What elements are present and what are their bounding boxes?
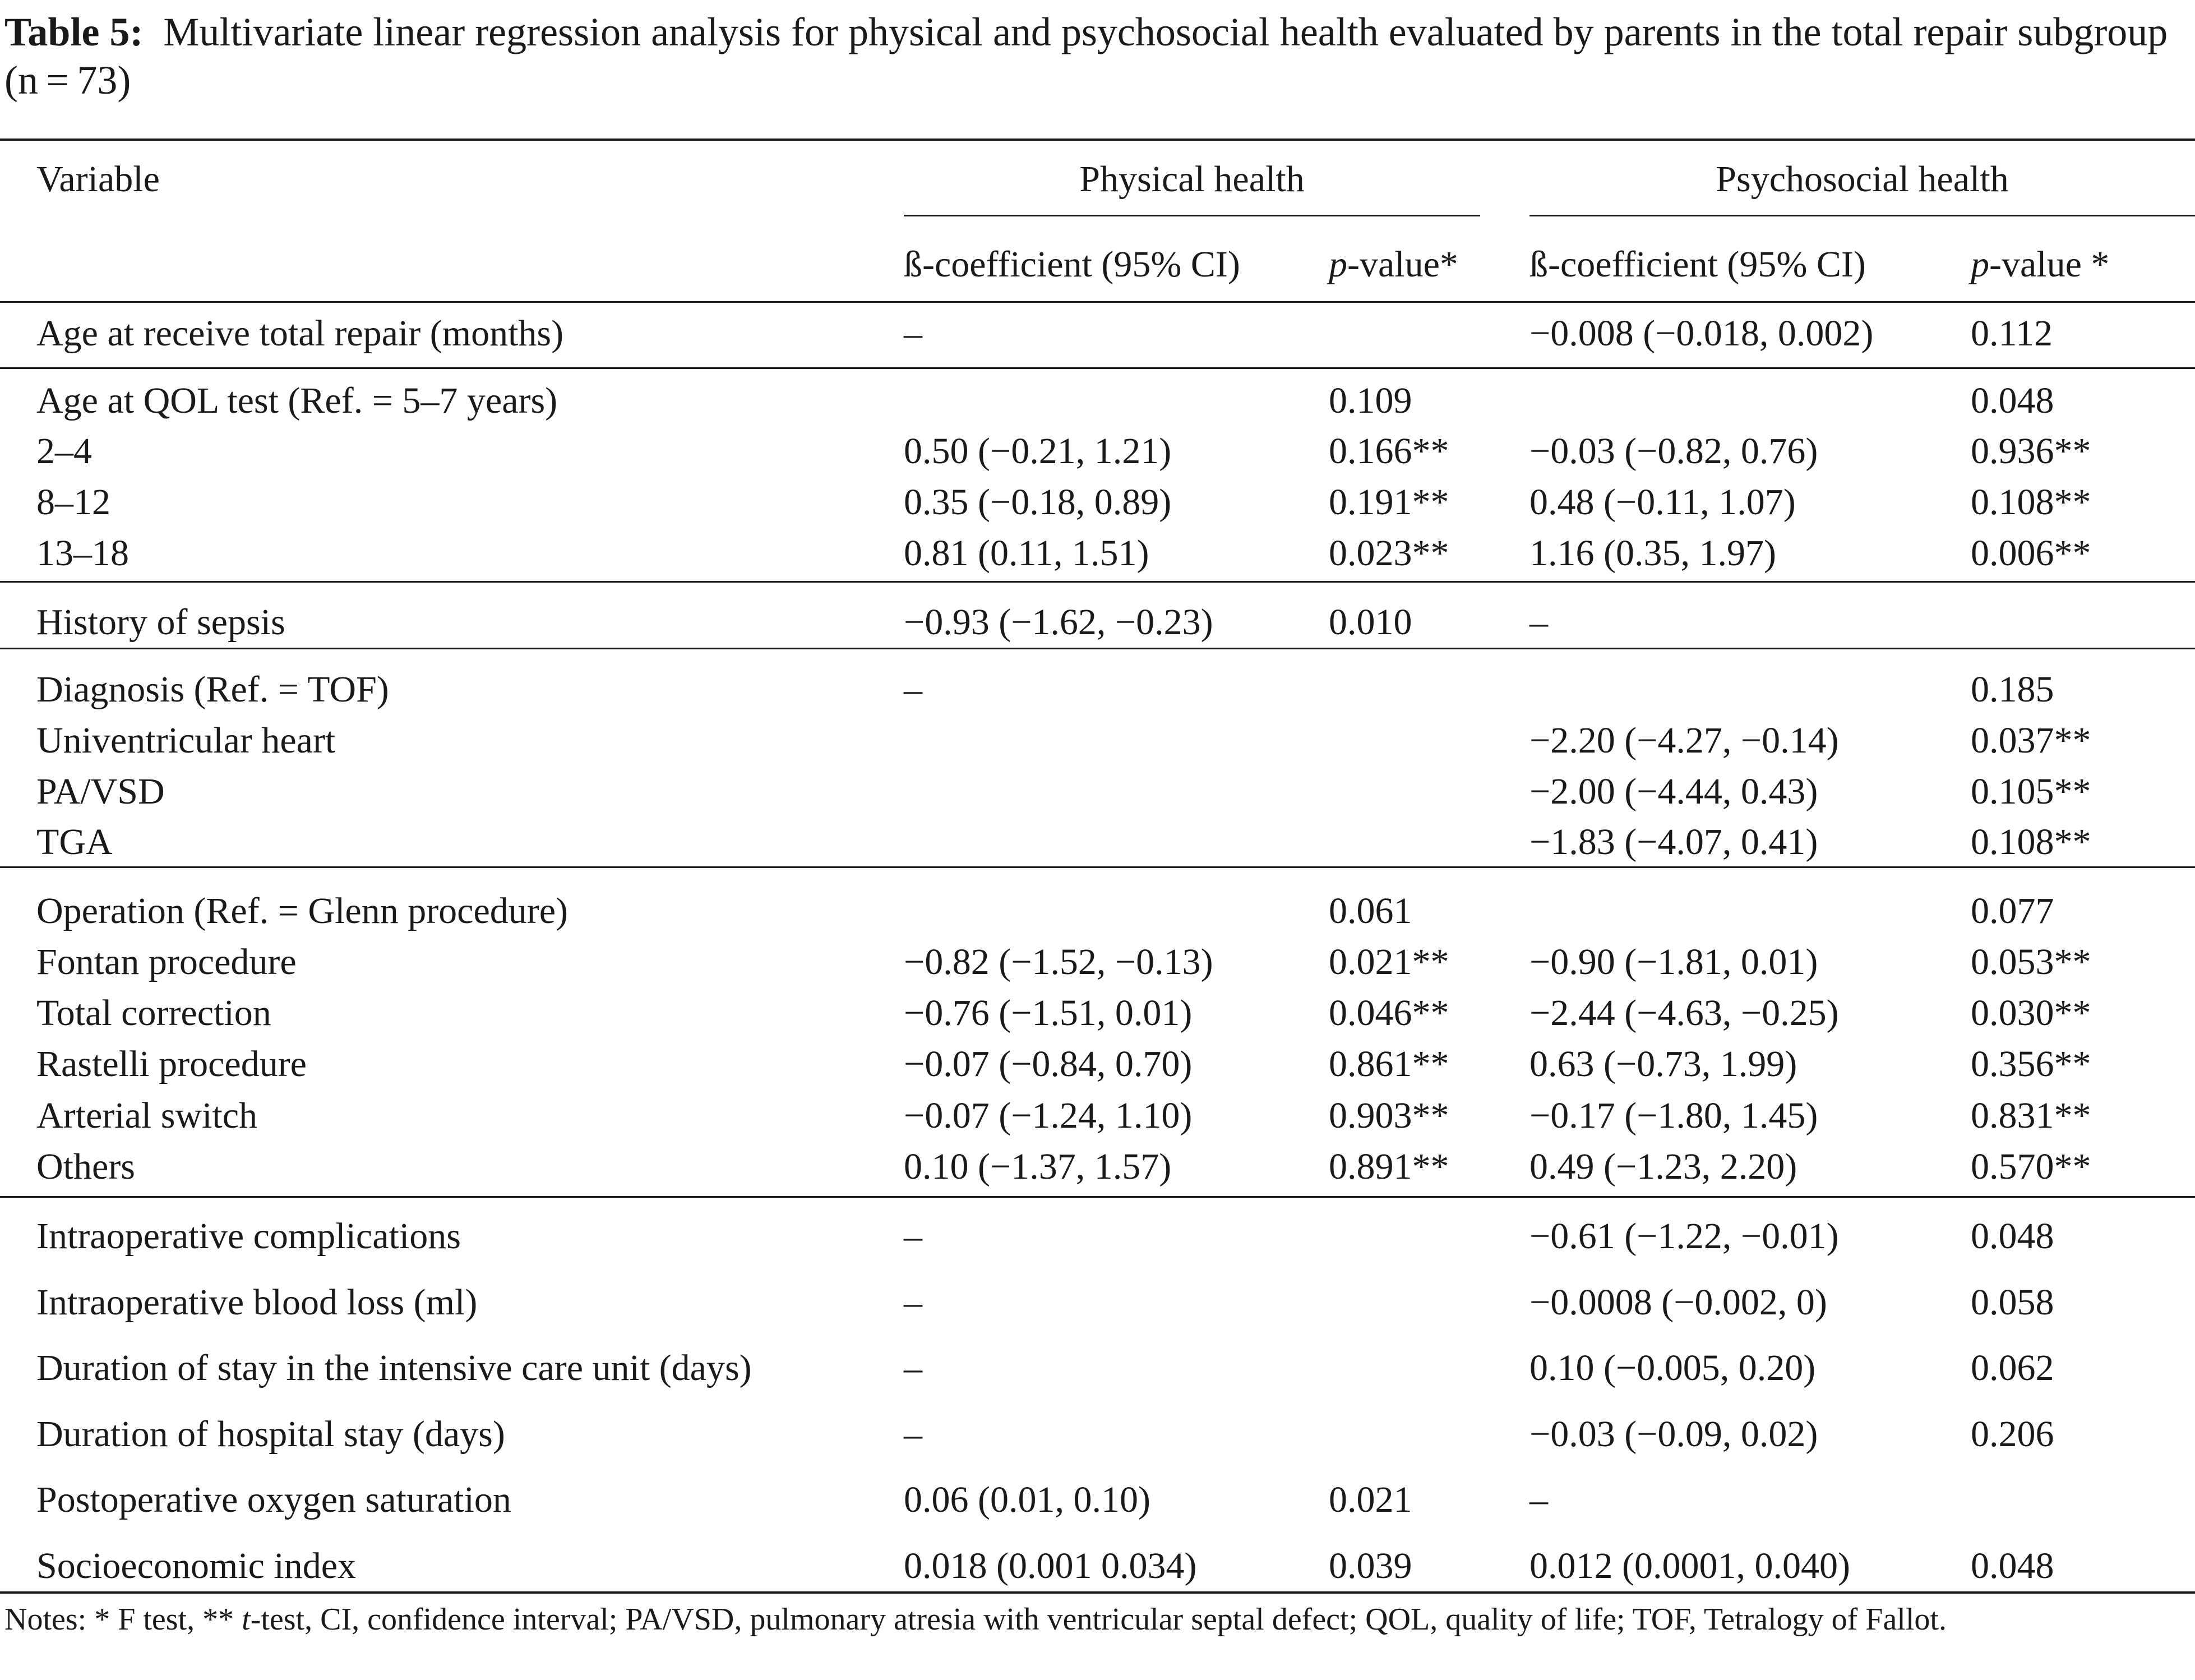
psychosocial-beta: −0.61 (−1.22, −0.01) xyxy=(1529,1216,1839,1257)
row-variable: Operation (Ref. = Glenn procedure) xyxy=(36,890,569,931)
notes-t-italic: t xyxy=(242,1602,251,1637)
p-italic: p xyxy=(1329,244,1347,285)
psychosocial-beta-header: ß-coefficient (95% CI) xyxy=(1529,244,1866,285)
psychosocial-beta: – xyxy=(1529,1479,1548,1520)
psychosocial-group-underline xyxy=(1529,215,2195,216)
physical-pvalue: 0.191** xyxy=(1329,482,1449,523)
section-rule-4 xyxy=(0,866,2195,868)
physical-beta: 0.35 (−0.18, 0.89) xyxy=(904,482,1172,523)
psychosocial-pvalue: 0.048 xyxy=(1971,1216,2054,1257)
psychosocial-pvalue: 0.062 xyxy=(1971,1347,2054,1388)
physical-group-underline xyxy=(904,215,1480,216)
row-variable: Intraoperative blood loss (ml) xyxy=(36,1282,478,1323)
psychosocial-pvalue: 0.105** xyxy=(1971,771,2091,812)
psychosocial-beta: −0.03 (−0.09, 0.02) xyxy=(1529,1414,1818,1455)
table-caption xyxy=(4,8,2188,104)
psychosocial-beta: −2.00 (−4.44, 0.43) xyxy=(1529,771,1818,812)
psychosocial-pvalue: 0.831** xyxy=(1971,1095,2091,1136)
psychosocial-beta: 1.16 (0.35, 1.97) xyxy=(1529,533,1776,574)
row-variable: Postoperative oxygen saturation xyxy=(36,1479,511,1520)
physical-beta-header: ß-coefficient (95% CI) xyxy=(904,244,1240,285)
row-variable: Duration of stay in the intensive care unit (days) xyxy=(36,1347,752,1388)
row-variable: Total correction xyxy=(36,993,271,1033)
physical-pvalue: 0.903** xyxy=(1329,1095,1449,1136)
physical-beta: −0.93 (−1.62, −0.23) xyxy=(904,602,1213,643)
physical-beta: 0.06 (0.01, 0.10) xyxy=(904,1479,1150,1520)
row-variable: PA/VSD xyxy=(36,771,165,812)
bottom-rule xyxy=(0,1591,2195,1594)
p-suffix: -value* xyxy=(1347,244,1458,285)
physical-pvalue: 0.109 xyxy=(1329,380,1412,421)
row-variable: Arterial switch xyxy=(36,1095,258,1136)
physical-beta: −0.76 (−1.51, 0.01) xyxy=(904,993,1193,1033)
row-variable: Univentricular heart xyxy=(36,720,336,761)
row-variable: 2–4 xyxy=(36,431,92,472)
row-variable: Intraoperative complications xyxy=(36,1216,461,1257)
psychosocial-beta: – xyxy=(1529,602,1548,643)
psychosocial-beta: −0.90 (−1.81, 0.01) xyxy=(1529,941,1818,982)
psychosocial-beta: −0.03 (−0.82, 0.76) xyxy=(1529,431,1818,472)
header-rule xyxy=(0,301,2195,303)
psychosocial-beta: −0.17 (−1.80, 1.45) xyxy=(1529,1095,1818,1136)
physical-pvalue-header xyxy=(1329,242,1458,287)
psychosocial-beta: 0.49 (−1.23, 2.20) xyxy=(1529,1146,1797,1187)
psychosocial-pvalue-header xyxy=(1971,242,2109,287)
physical-beta: −0.07 (−0.84, 0.70) xyxy=(904,1044,1193,1084)
notes-part-1: Notes: * F test, ** xyxy=(4,1602,242,1637)
physical-pvalue: 0.046** xyxy=(1329,993,1449,1033)
psychosocial-beta: −2.44 (−4.63, −0.25) xyxy=(1529,993,1839,1033)
psychosocial-pvalue: 0.048 xyxy=(1971,1545,2054,1586)
physical-beta: – xyxy=(904,669,922,710)
psychosocial-beta: 0.012 (0.0001, 0.040) xyxy=(1529,1545,1850,1586)
physical-pvalue: 0.023** xyxy=(1329,533,1449,574)
caption-text: Multivariate linear regression analysis for physical and psychosocial health evaluated by parents in the total repair subgroup (n = 73) xyxy=(4,10,2168,103)
physical-beta: 0.50 (−0.21, 1.21) xyxy=(904,431,1172,472)
row-variable: TGA xyxy=(36,821,113,862)
variable-column-header: Variable xyxy=(36,159,160,200)
psychosocial-pvalue: 0.108** xyxy=(1971,821,2091,862)
psychosocial-pvalue: 0.006** xyxy=(1971,533,2091,574)
psychosocial-pvalue: 0.112 xyxy=(1971,313,2053,354)
physical-beta: – xyxy=(904,313,922,354)
notes-part-2: -test, CI, confidence interval; PA/VSD, pulmonary atresia with ventricular septal defect; QOL, quality of life; TOF, Tetralogy of Fallot. xyxy=(250,1602,1947,1637)
psychosocial-health-header: Psychosocial health xyxy=(1716,159,2009,200)
psychosocial-pvalue: 0.053** xyxy=(1971,941,2091,982)
psychosocial-pvalue: 0.356** xyxy=(1971,1044,2091,1084)
row-variable: 8–12 xyxy=(36,482,110,523)
psychosocial-beta: −1.83 (−4.07, 0.41) xyxy=(1529,821,1818,862)
psychosocial-beta: −0.008 (−0.018, 0.002) xyxy=(1529,313,1874,354)
psychosocial-beta: −0.0008 (−0.002, 0) xyxy=(1529,1282,1827,1323)
psychosocial-pvalue: 0.570** xyxy=(1971,1146,2091,1187)
top-rule xyxy=(0,139,2195,141)
row-variable: Duration of hospital stay (days) xyxy=(36,1414,505,1455)
p-suffix: -value * xyxy=(1989,244,2110,285)
psychosocial-beta: −2.20 (−4.27, −0.14) xyxy=(1529,720,1839,761)
psychosocial-pvalue: 0.048 xyxy=(1971,380,2054,421)
psychosocial-beta: 0.63 (−0.73, 1.99) xyxy=(1529,1044,1797,1084)
psychosocial-beta: 0.10 (−0.005, 0.20) xyxy=(1529,1347,1816,1388)
physical-pvalue: 0.061 xyxy=(1329,890,1412,931)
row-variable: Fontan procedure xyxy=(36,941,297,982)
physical-beta: 0.018 (0.001 0.034) xyxy=(904,1545,1197,1586)
physical-beta: – xyxy=(904,1216,922,1257)
psychosocial-pvalue: 0.077 xyxy=(1971,890,2054,931)
psychosocial-pvalue: 0.936** xyxy=(1971,431,2091,472)
physical-beta: 0.81 (0.11, 1.51) xyxy=(904,533,1149,574)
physical-pvalue: 0.010 xyxy=(1329,602,1412,643)
psychosocial-beta: 0.48 (−0.11, 1.07) xyxy=(1529,482,1796,523)
physical-health-header: Physical health xyxy=(1079,159,1305,200)
section-rule-1 xyxy=(0,367,2195,369)
psychosocial-pvalue: 0.030** xyxy=(1971,993,2091,1033)
psychosocial-pvalue: 0.185 xyxy=(1971,669,2054,710)
psychosocial-pvalue: 0.037** xyxy=(1971,720,2091,761)
row-variable: 13–18 xyxy=(36,533,129,574)
physical-pvalue: 0.166** xyxy=(1329,431,1449,472)
physical-pvalue: 0.861** xyxy=(1329,1044,1449,1084)
physical-beta: – xyxy=(904,1347,922,1388)
row-variable: Age at QOL test (Ref. = 5–7 years) xyxy=(36,380,558,421)
row-variable: Rastelli procedure xyxy=(36,1044,307,1084)
physical-beta: 0.10 (−1.37, 1.57) xyxy=(904,1146,1172,1187)
psychosocial-pvalue: 0.206 xyxy=(1971,1414,2054,1455)
section-rule-2 xyxy=(0,581,2195,583)
section-rule-5 xyxy=(0,1196,2195,1198)
physical-beta: −0.82 (−1.52, −0.13) xyxy=(904,941,1213,982)
psychosocial-pvalue: 0.108** xyxy=(1971,482,2091,523)
table-notes xyxy=(4,1601,2188,1638)
psychosocial-pvalue: 0.058 xyxy=(1971,1282,2054,1323)
physical-pvalue: 0.891** xyxy=(1329,1146,1449,1187)
caption-label: Table 5: xyxy=(4,10,144,54)
row-variable: Socioeconomic index xyxy=(36,1545,357,1586)
row-variable: Diagnosis (Ref. = TOF) xyxy=(36,669,389,710)
p-italic: p xyxy=(1971,244,1989,285)
row-variable: Others xyxy=(36,1146,135,1187)
physical-pvalue: 0.021** xyxy=(1329,941,1449,982)
physical-beta: −0.07 (−1.24, 1.10) xyxy=(904,1095,1193,1136)
physical-beta: – xyxy=(904,1414,922,1455)
section-rule-3 xyxy=(0,648,2195,649)
row-variable: History of sepsis xyxy=(36,602,285,643)
physical-pvalue: 0.021 xyxy=(1329,1479,1412,1520)
physical-pvalue: 0.039 xyxy=(1329,1545,1412,1586)
physical-beta: – xyxy=(904,1282,922,1323)
row-variable: Age at receive total repair (months) xyxy=(36,313,564,354)
